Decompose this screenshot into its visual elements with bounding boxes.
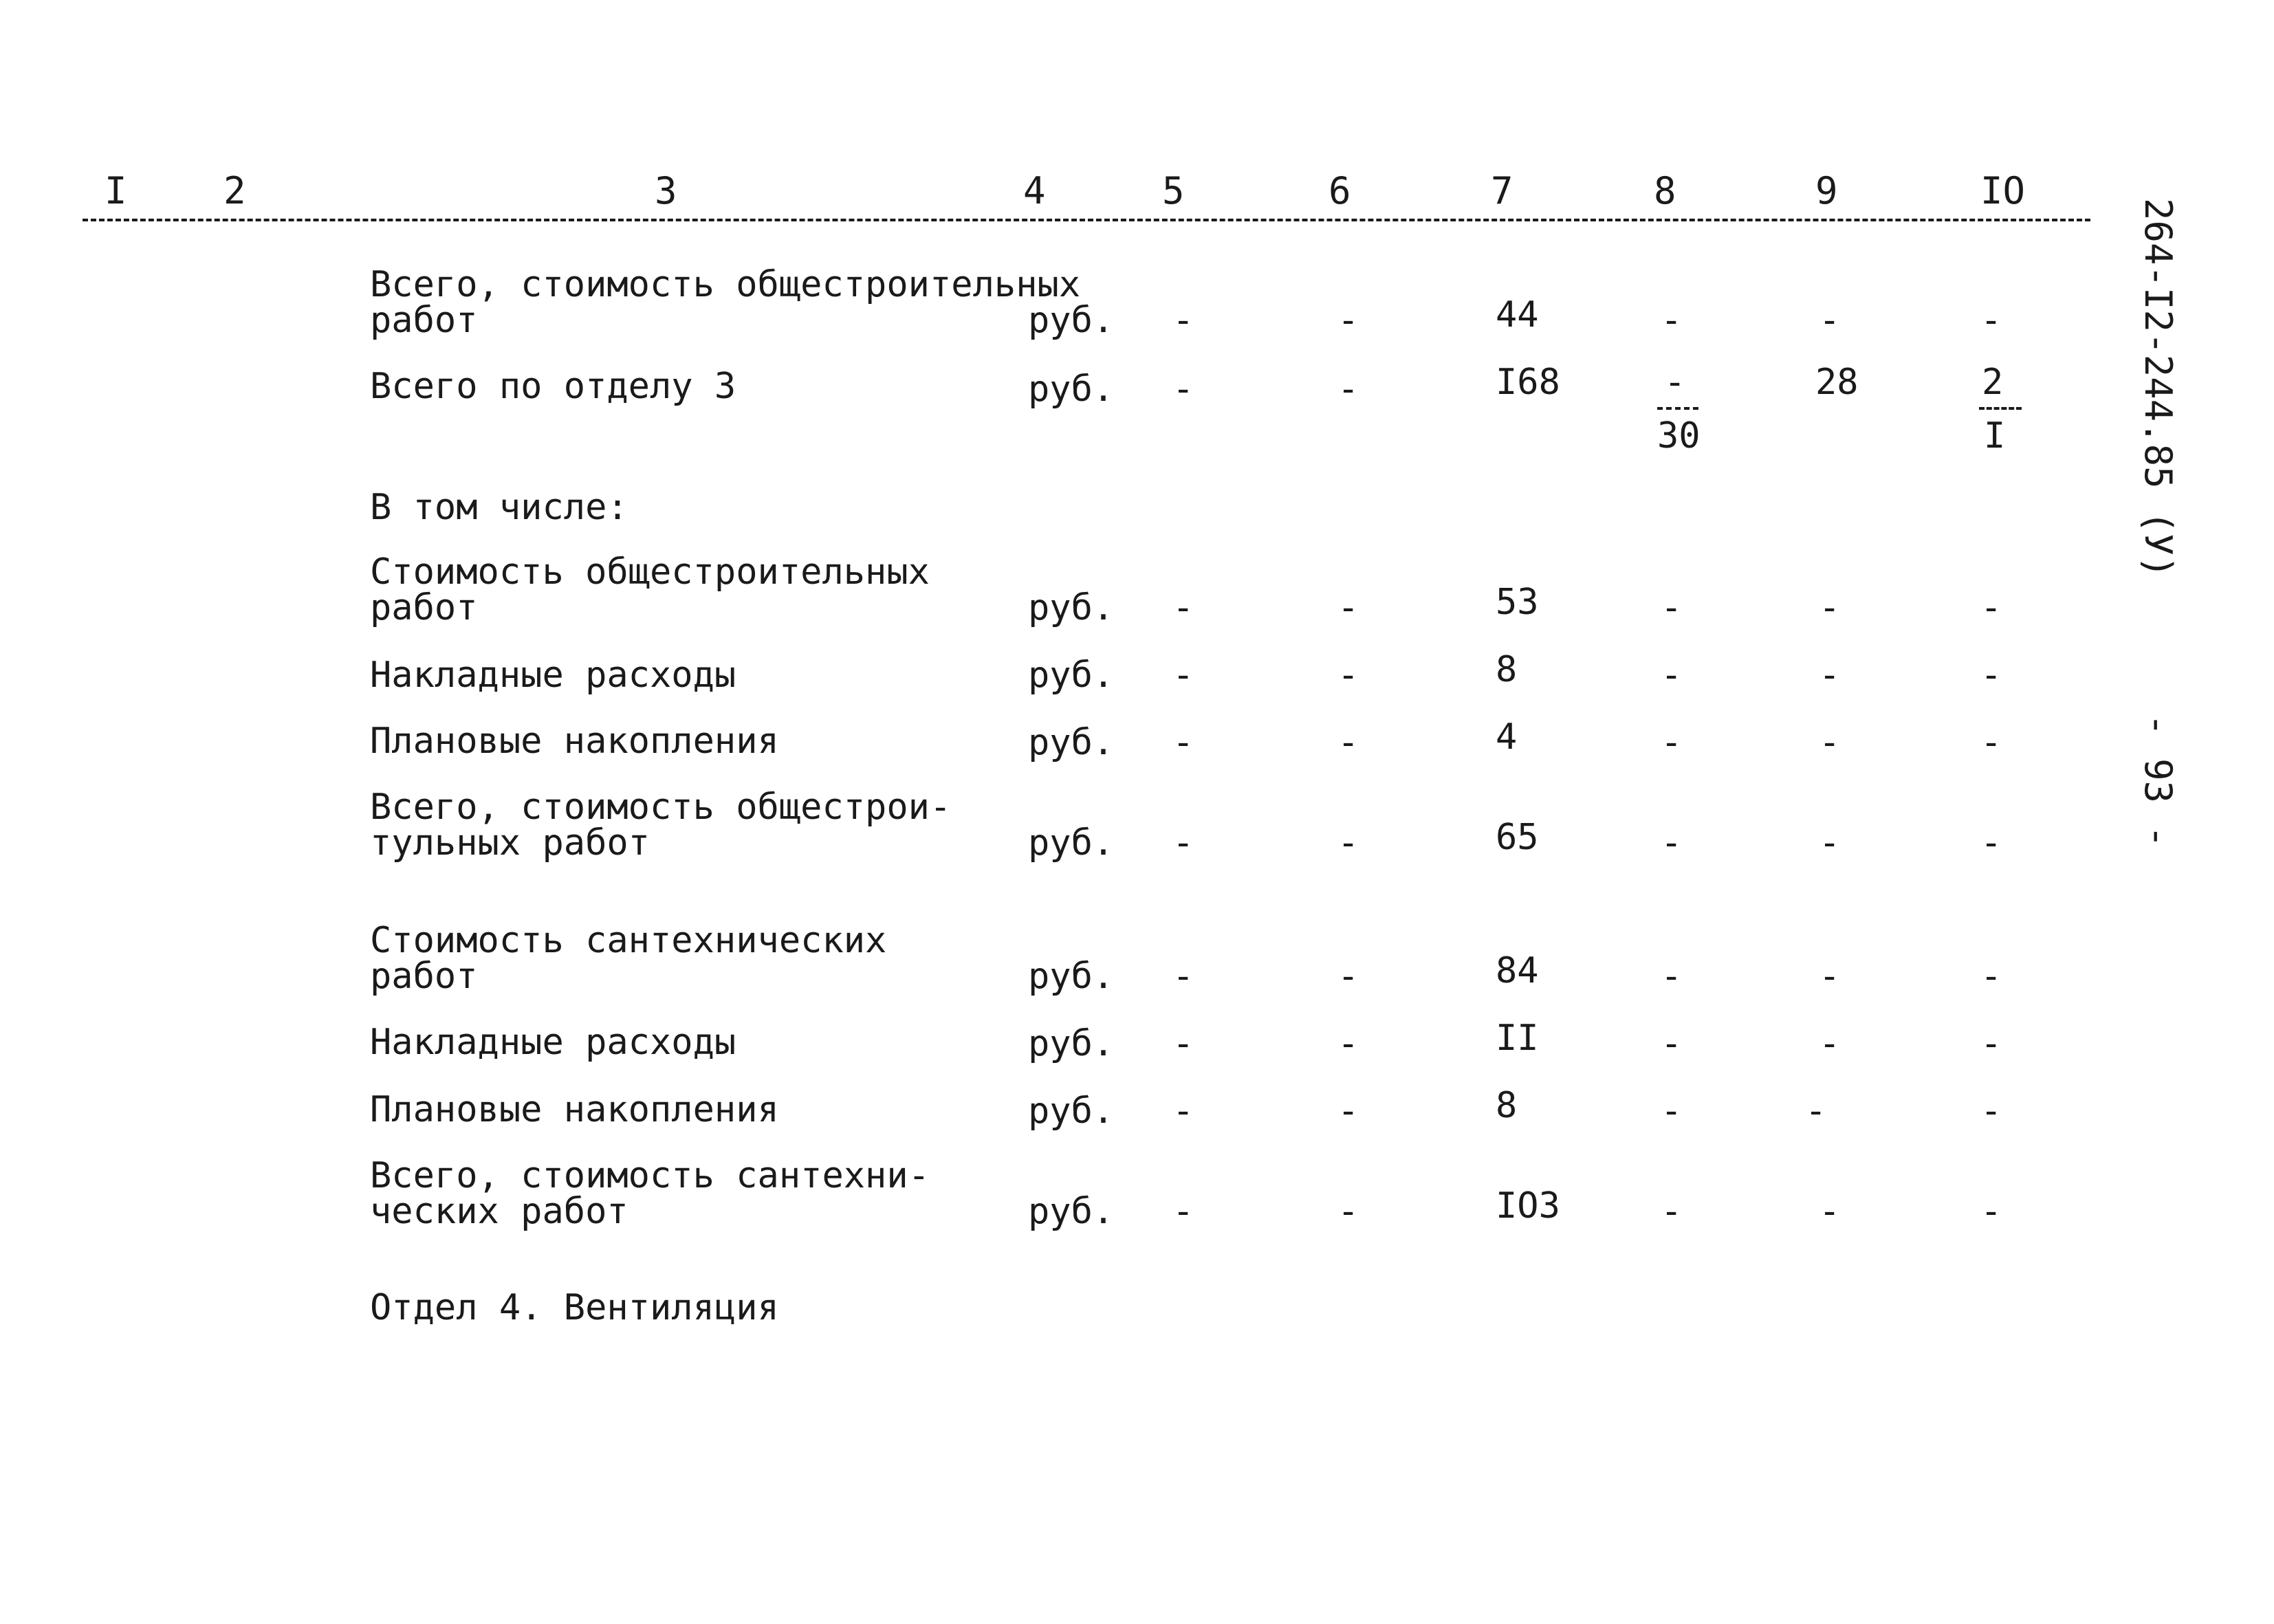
row-col6: - — [1337, 722, 1359, 763]
row-col10: - — [1980, 655, 2002, 696]
row-col9: - — [1819, 822, 1841, 864]
row-col8: - — [1661, 655, 1683, 696]
row-unit: руб. — [1028, 722, 1115, 763]
row-label: Плановые накопления — [370, 721, 779, 762]
row-label: Накладные расходы — [370, 655, 736, 696]
row-col8: - — [1661, 822, 1683, 864]
row-col8: - — [1661, 722, 1683, 763]
column-header-3: 3 — [655, 169, 677, 212]
document-code: 264-I2-244.85 (У) — [2136, 198, 2180, 578]
row-col9: - — [1819, 722, 1841, 763]
row-col5: - — [1172, 956, 1194, 997]
section-heading: Отдел 4. Вентиляция — [370, 1287, 779, 1328]
row-unit: руб. — [1028, 1023, 1115, 1064]
row-col7: II — [1496, 1018, 1539, 1059]
row-col10: - — [1980, 822, 2002, 864]
column-header-2: 2 — [223, 169, 246, 212]
col10-fraction-bar — [1979, 407, 2022, 410]
row-col7: 65 — [1496, 817, 1539, 858]
row-col6: - — [1337, 1090, 1359, 1132]
row-label: Всего, стоимость общестроительных работ — [370, 264, 1081, 341]
row-col8: - — [1661, 956, 1683, 997]
row-col5: - — [1172, 655, 1194, 696]
header-rule — [83, 219, 2090, 221]
col10-fraction-denominator: I — [1984, 415, 2006, 457]
row-col5: - — [1172, 369, 1194, 410]
row-label: Всего, стоимость общестрои- тульных работ — [370, 787, 952, 864]
row-label: Стоимость общестроительных работ — [370, 551, 930, 628]
row-col6: - — [1337, 587, 1359, 628]
row-col8: - — [1661, 587, 1683, 628]
row-col10: - — [1980, 300, 2002, 341]
column-header-6: 6 — [1329, 169, 1351, 212]
row-col9: 28 — [1815, 362, 1859, 403]
row-col7: IO3 — [1496, 1185, 1560, 1227]
column-header-4: 4 — [1023, 169, 1046, 212]
row-col9: - — [1819, 655, 1841, 696]
col8-fraction-bar — [1657, 407, 1698, 410]
row-col9: - — [1819, 1191, 1841, 1232]
col8-fraction-denominator: 30 — [1657, 415, 1701, 457]
row-col10: - — [1980, 722, 2002, 763]
row-col7: 4 — [1496, 716, 1518, 758]
row-col5: - — [1172, 1023, 1194, 1064]
column-header-9: 9 — [1815, 169, 1838, 212]
row-col9: - — [1819, 956, 1841, 997]
row-col9: - — [1819, 1023, 1841, 1064]
row-col5: - — [1172, 300, 1194, 341]
row-unit: руб. — [1028, 1191, 1115, 1232]
row-col10: - — [1980, 1090, 2002, 1132]
column-header-8: 8 — [1654, 169, 1676, 212]
row-col6: - — [1337, 1191, 1359, 1232]
row-col10: - — [1980, 587, 2002, 628]
row-col5: - — [1172, 822, 1194, 864]
row-col10: - — [1980, 1023, 2002, 1064]
row-col7: 84 — [1496, 950, 1539, 991]
row-col6: - — [1337, 822, 1359, 864]
row-col6: - — [1337, 369, 1359, 410]
row-col10: - — [1980, 1191, 2002, 1232]
row-col8: - — [1661, 1023, 1683, 1064]
row-label: Всего, стоимость сантехни- ческих работ — [370, 1155, 930, 1232]
row-unit: руб. — [1028, 655, 1115, 696]
col10-fraction-numerator: 2 — [1982, 362, 2004, 403]
row-col5: - — [1172, 1090, 1194, 1132]
column-header-10: IO — [1980, 169, 2026, 212]
row-label: Стоимость сантехнических работ — [370, 920, 887, 997]
row-col8: - — [1661, 300, 1683, 341]
row-unit: руб. — [1028, 300, 1115, 341]
column-header-7: 7 — [1491, 169, 1513, 212]
row-col9: - — [1819, 587, 1841, 628]
row-col10: - — [1980, 956, 2002, 997]
row-col6: - — [1337, 300, 1359, 341]
column-header-5: 5 — [1162, 169, 1185, 212]
row-label: Накладные расходы — [370, 1022, 736, 1063]
row-col7: 53 — [1496, 582, 1539, 623]
row-label: Плановые накопления — [370, 1089, 779, 1130]
row-unit: руб. — [1028, 956, 1115, 997]
row-col5: - — [1172, 1191, 1194, 1232]
row-col8: - — [1661, 1090, 1683, 1132]
row-col6: - — [1337, 956, 1359, 997]
row-col7: 8 — [1496, 649, 1518, 690]
row-unit: руб. — [1028, 369, 1115, 410]
column-header-1: I — [105, 169, 127, 212]
row-col9: - — [1819, 300, 1841, 341]
row-col5: - — [1172, 587, 1194, 628]
row-col7: 44 — [1496, 294, 1539, 336]
row-col7: 8 — [1496, 1085, 1518, 1126]
row-col7: I68 — [1496, 362, 1560, 403]
row-unit: руб. — [1028, 822, 1115, 864]
row-label: Всего по отделу 3 — [370, 366, 736, 407]
row-unit: руб. — [1028, 1090, 1115, 1132]
section-subheading: В том числе: — [370, 487, 628, 528]
row-unit: руб. — [1028, 587, 1115, 628]
col8-fraction-numerator: - — [1664, 362, 1686, 403]
row-col8: - — [1661, 1191, 1683, 1232]
row-col6: - — [1337, 655, 1359, 696]
row-col6: - — [1337, 1023, 1359, 1064]
page-number: - 93 - — [2136, 714, 2180, 848]
row-col5: - — [1172, 722, 1194, 763]
row-col9: - — [1805, 1090, 1827, 1132]
